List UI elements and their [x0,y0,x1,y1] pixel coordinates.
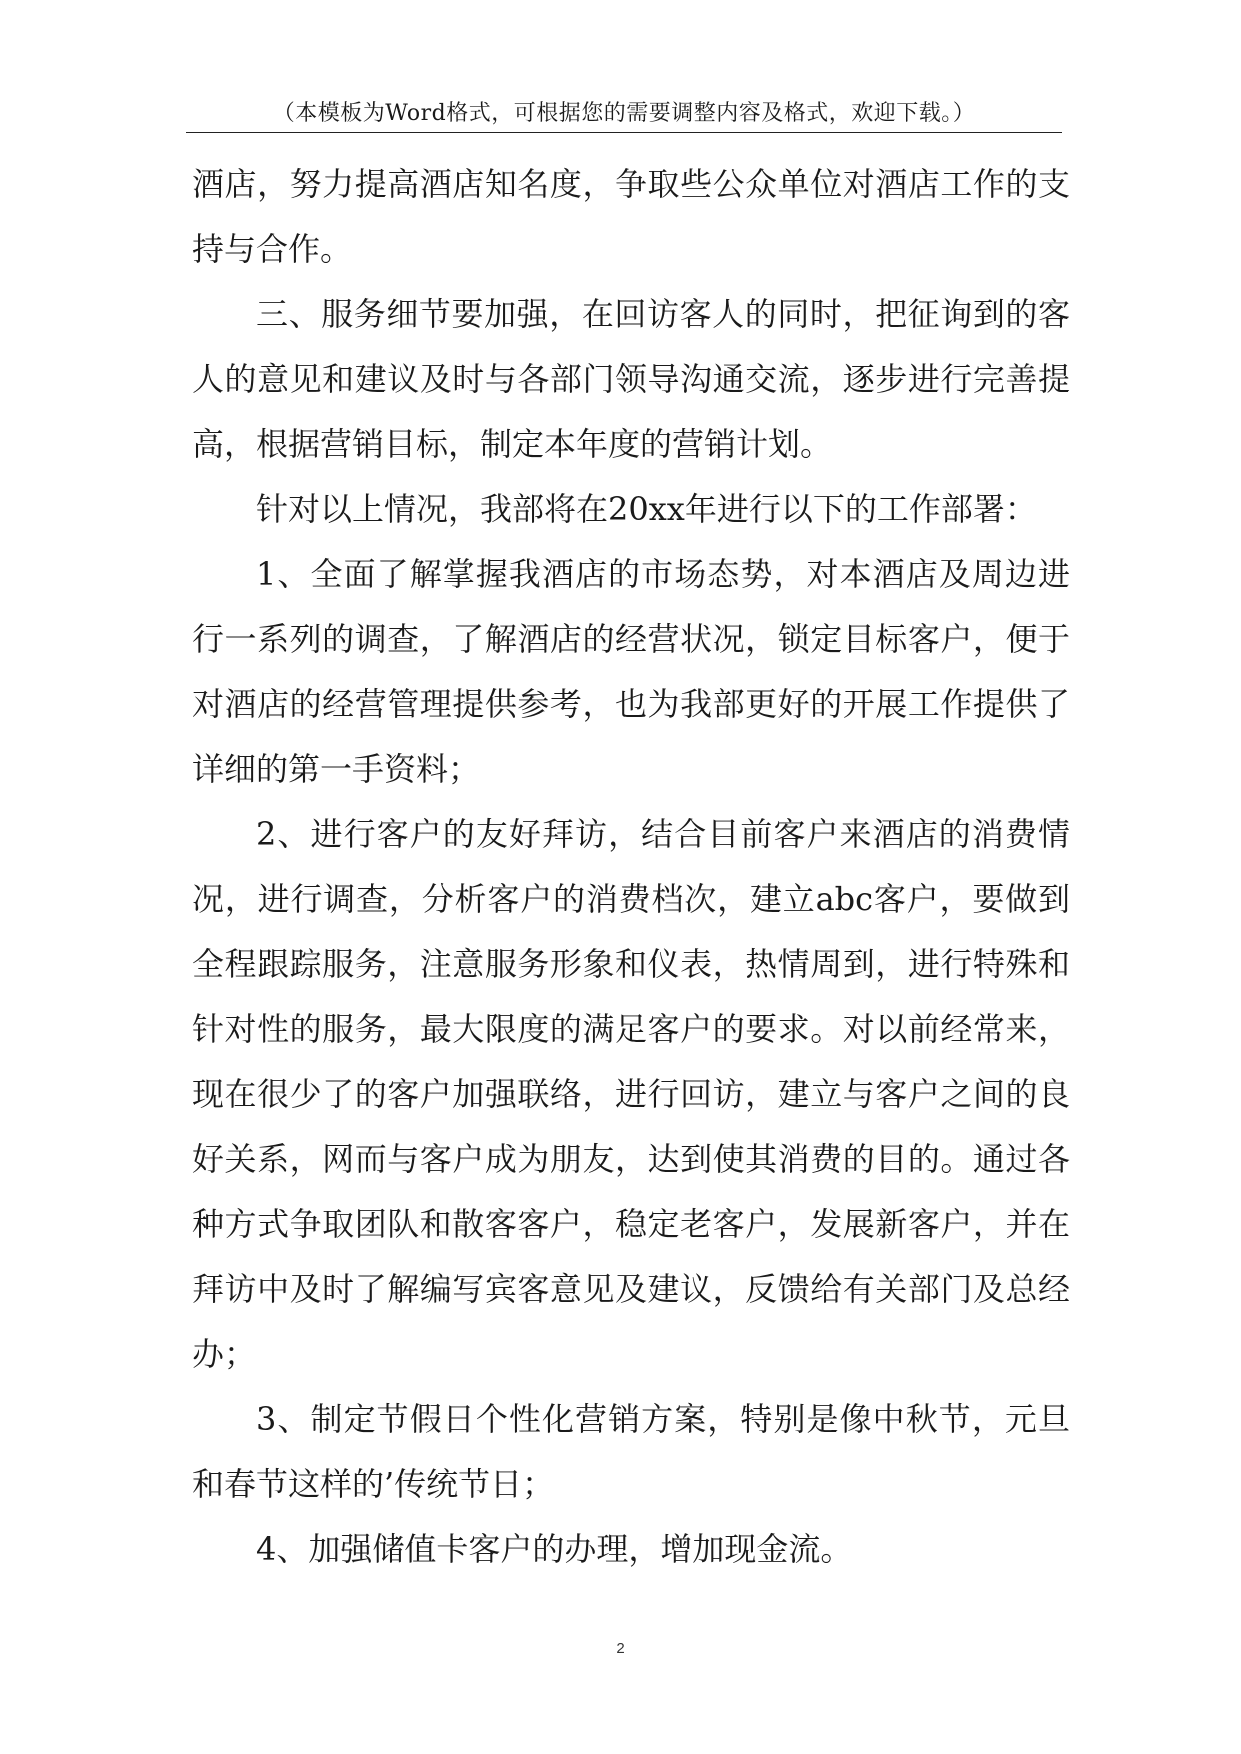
paragraph-2: 三、服务细节要加强，在回访客人的同时，把征询到的客人的意见和建议及时与各部门领导沟通交流，逐步进行完善提高，根据营销目标，制定本年度的营销计划。 [192,295,1070,463]
page-number: 2 [616,1640,625,1657]
paragraph-3: 针对以上情况，我部将在20xx年进行以下的工作部署： [256,490,1037,528]
paragraph-6: 3、制定节假日个性化营销方案，特别是像中秋节，元旦和春节这样的’传统节日； [192,1400,1070,1503]
document-body [192,152,1070,1582]
template-notice: （本模板为Word格式，可根据您的需要调整内容及格式，欢迎下载。） [272,101,976,126]
header-divider [186,132,1062,133]
paragraph-4: 1、全面了解掌握我酒店的市场态势，对本酒店及周边进行一系列的调查，了解酒店的经营状况，锁定目标客户，便于对酒店的经营管理提供参考，也为我部更好的开展工作提供了详细的第一手资料； [192,555,1070,788]
paragraph-5: 2、进行客户的友好拜访，结合目前客户来酒店的消费情况，进行调查，分析客户的消费档次，建立abc客户，要做到全程跟踪服务，注意服务形象和仪表，热情周到，进行特殊和针对性的服务，最大限度的满足客户的要求。对以前经常来，现在很少了的客户加强联络，进行回访，建立与客户之间的良好关系，网而与客户成为朋友，达到使其消费的目的。通过各种方式争取团队和散客客户，稳定老客户，发展新客户，并在拜访中及时了解编写宾客意见及建议，反馈给有关部门及总经办； [192,815,1070,1373]
paragraph-7: 4、加强储值卡客户的办理，增加现金流。 [256,1530,853,1568]
paragraph-1: 酒店，努力提高酒店知名度，争取些公众单位对酒店工作的支持与合作。 [192,165,1070,268]
